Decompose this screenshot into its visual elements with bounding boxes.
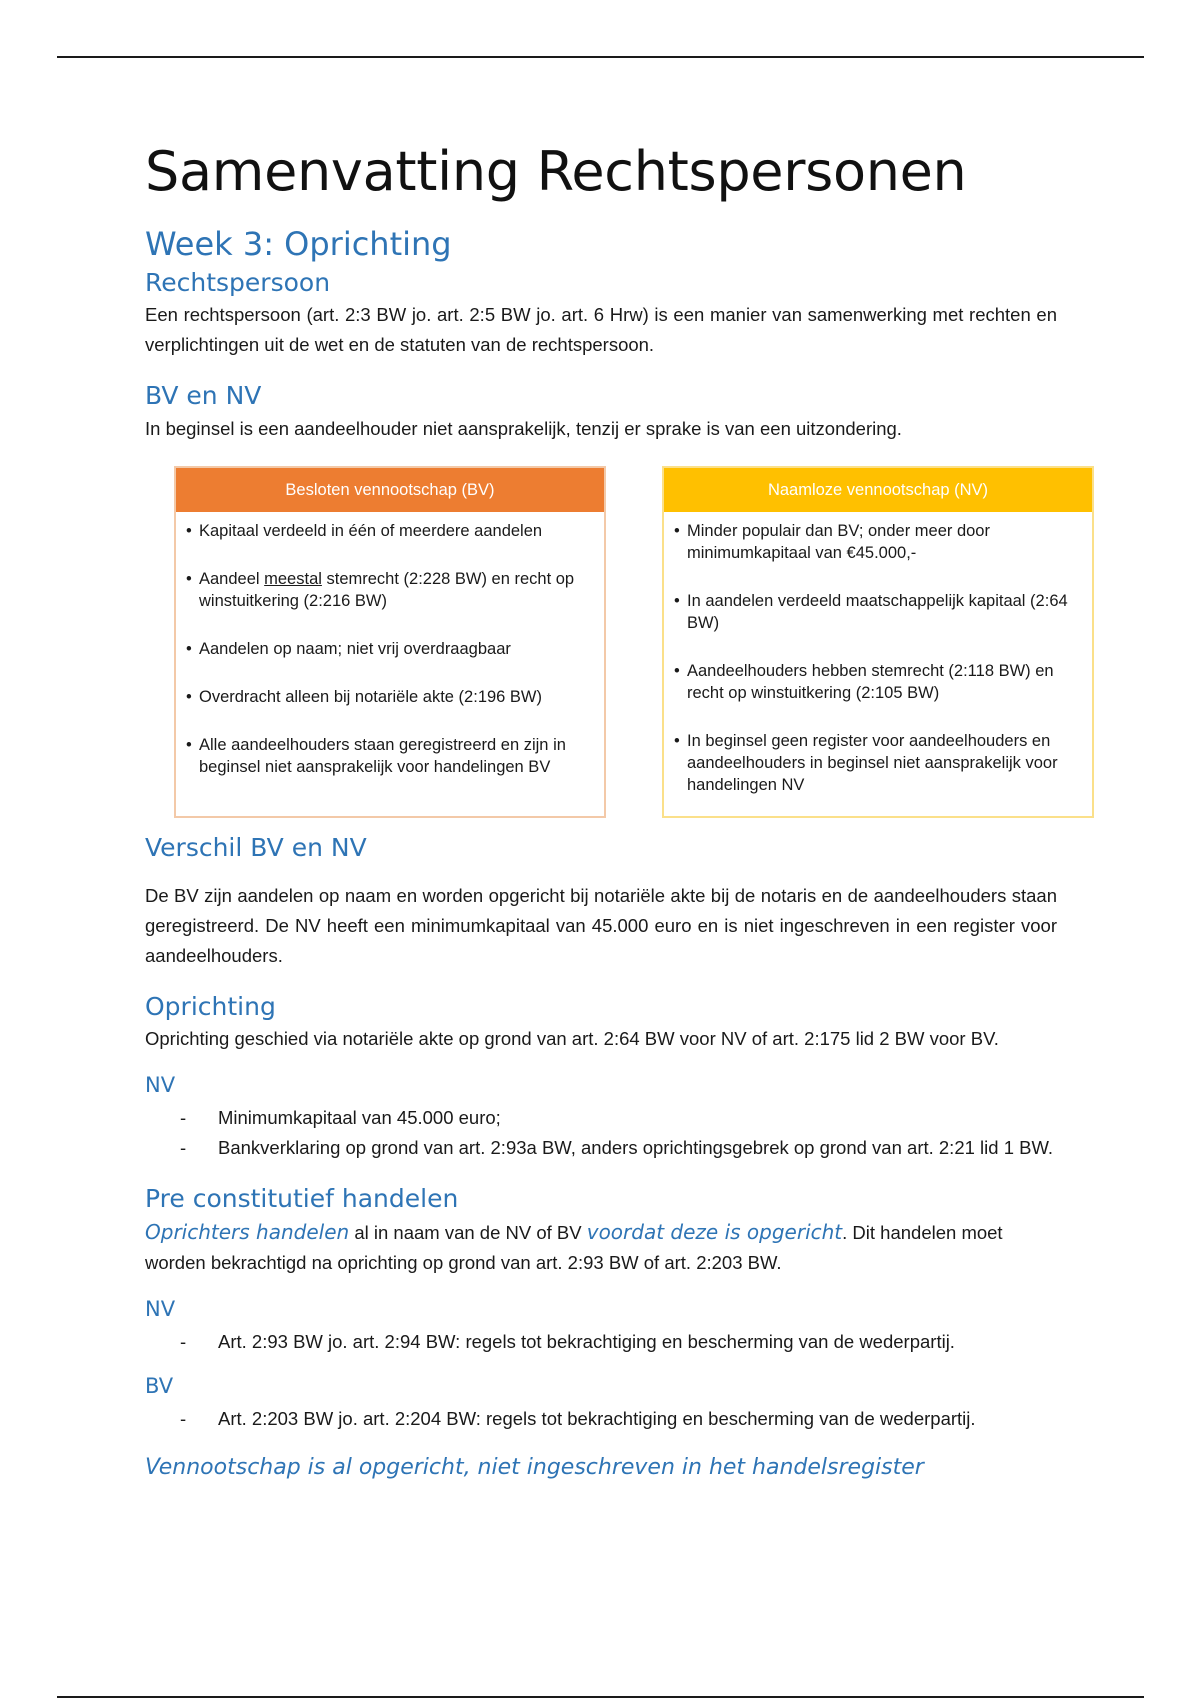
list-item: - Art. 2:203 BW jo. art. 2:204 BW: regels tot bekrachtiging en bescherming van de wederpartij. [145, 1404, 1057, 1434]
dash-icon: - [180, 1408, 187, 1430]
bullet-icon: • [186, 687, 192, 706]
oprichting-nv-heading: NV [145, 1073, 176, 1098]
bv-list-item: • Aandelen op naam; niet vrij overdraagbaar [186, 639, 511, 658]
oprichting-text: Oprichting geschied via notariële akte op grond van art. 2:64 BW voor NV of art. 2:175 lid 2 BW voor BV. [145, 1028, 999, 1050]
week-heading: Week 3: Oprichting [145, 224, 452, 263]
bv-list-item: • Aandeel meestal stemrecht (2:228 BW) en recht op winstuitkering (2:216 BW) [186, 569, 575, 610]
bullet-icon: • [674, 661, 680, 680]
document-title: Samenvatting Rechtspersonen [145, 140, 967, 203]
nv-box [662, 466, 1094, 818]
pre-bv-heading: BV [145, 1374, 174, 1399]
verschil-heading: Verschil BV en NV [145, 832, 367, 862]
bullet-icon: • [674, 731, 680, 750]
underlined-word: meestal [264, 569, 322, 588]
bv-box-header: Besloten vennootschap (BV) [176, 468, 604, 512]
bv-nv-text: In beginsel is een aandeelhouder niet aansprakelijk, tenzij er sprake is van een uitzondering. [145, 417, 902, 439]
bullet-icon: • [186, 735, 192, 754]
emphasis-text: voordat deze is opgericht [586, 1219, 843, 1244]
dash-icon: - [180, 1107, 187, 1129]
list-item: - Art. 2:93 BW jo. art. 2:94 BW: regels tot bekrachtiging en bescherming van de wederpartij. [145, 1327, 1057, 1357]
nv-box-header: Naamloze vennootschap (NV) [664, 468, 1092, 512]
nv-list-item: • In beginsel geen register voor aandeelhouders en aandeelhouders in beginsel niet aansprakelijk voor handelingen NV [674, 731, 1058, 794]
rechtspersoon-heading: Rechtspersoon [145, 268, 331, 298]
bullet-icon: • [186, 521, 192, 540]
oprichting-nv-list [145, 1103, 1057, 1163]
pre-constitutief-heading: Pre constitutief handelen [145, 1184, 459, 1214]
bv-nv-heading: BV en NV [145, 381, 262, 411]
bv-list-item: • Kapitaal verdeeld in één of meerdere aandelen [186, 521, 543, 540]
top-rule [57, 56, 1144, 58]
pre-constitutief-text: Oprichters handelen al in naam van de NV of BV voordat deze is opgericht. Dit handelen moet worden bekrachtigd na oprichting op grond van art. 2:93 BW of art. 2:203 BW. [145, 1219, 1003, 1273]
bottom-rule [57, 1696, 1144, 1698]
comparison-table [145, 466, 1068, 828]
emphasis-text: Oprichters handelen [145, 1219, 350, 1244]
bullet-icon: • [186, 569, 192, 588]
nv-list-item: • Aandeelhouders hebben stemrecht (2:118 BW) en recht op winstuitkering (2:105 BW) [674, 661, 1054, 702]
dash-icon: - [180, 1137, 187, 1159]
nv-list [664, 512, 1092, 796]
list-item: - Bankverklaring op grond van art. 2:93a BW, anders oprichtingsgebrek op grond van art. 2:21 lid 1 BW. [145, 1133, 1057, 1163]
bullet-icon: • [674, 591, 680, 610]
pre-bv-list [145, 1404, 1057, 1434]
vennootschap-subheading: Vennootschap is al opgericht, niet ingeschreven in het handelsregister [145, 1455, 924, 1481]
bullet-icon: • [674, 521, 680, 540]
verschil-text: De BV zijn aandelen op naam en worden opgericht bij notariële akte bij de notaris en de aandeelhouders staan geregistreerd. De NV heeft een minimumkapitaal van 45.000 euro en is niet ingeschreven in een register voor aandeelhouders. [145, 884, 1057, 966]
dash-icon: - [180, 1331, 187, 1353]
bv-box [174, 466, 606, 818]
pre-nv-heading: NV [145, 1296, 176, 1321]
nv-list-item: • Minder populair dan BV; onder meer door minimumkapitaal van €45.000,- [674, 521, 990, 562]
nv-list-item: • In aandelen verdeeld maatschappelijk kapitaal (2:64 BW) [674, 591, 1068, 632]
list-item: - Minimumkapitaal van 45.000 euro; [145, 1103, 1057, 1133]
bv-list-item: • Alle aandeelhouders staan geregistreerd en zijn in beginsel niet aansprakelijk voor handelingen BV [186, 735, 566, 776]
bv-list [176, 512, 604, 778]
pre-nv-list [145, 1327, 1057, 1357]
rechtspersoon-text: Een rechtspersoon (art. 2:3 BW jo. art. 2:5 BW jo. art. 6 Hrw) is een manier van samenwerking met rechten en verplichtingen uit de wet en de statuten van de rechtspersoon. [145, 304, 1057, 356]
document-page [145, 140, 1068, 1483]
bullet-icon: • [186, 639, 192, 658]
bv-list-item: • Overdracht alleen bij notariële akte (2:196 BW) [186, 687, 543, 706]
oprichting-heading: Oprichting [145, 991, 276, 1021]
